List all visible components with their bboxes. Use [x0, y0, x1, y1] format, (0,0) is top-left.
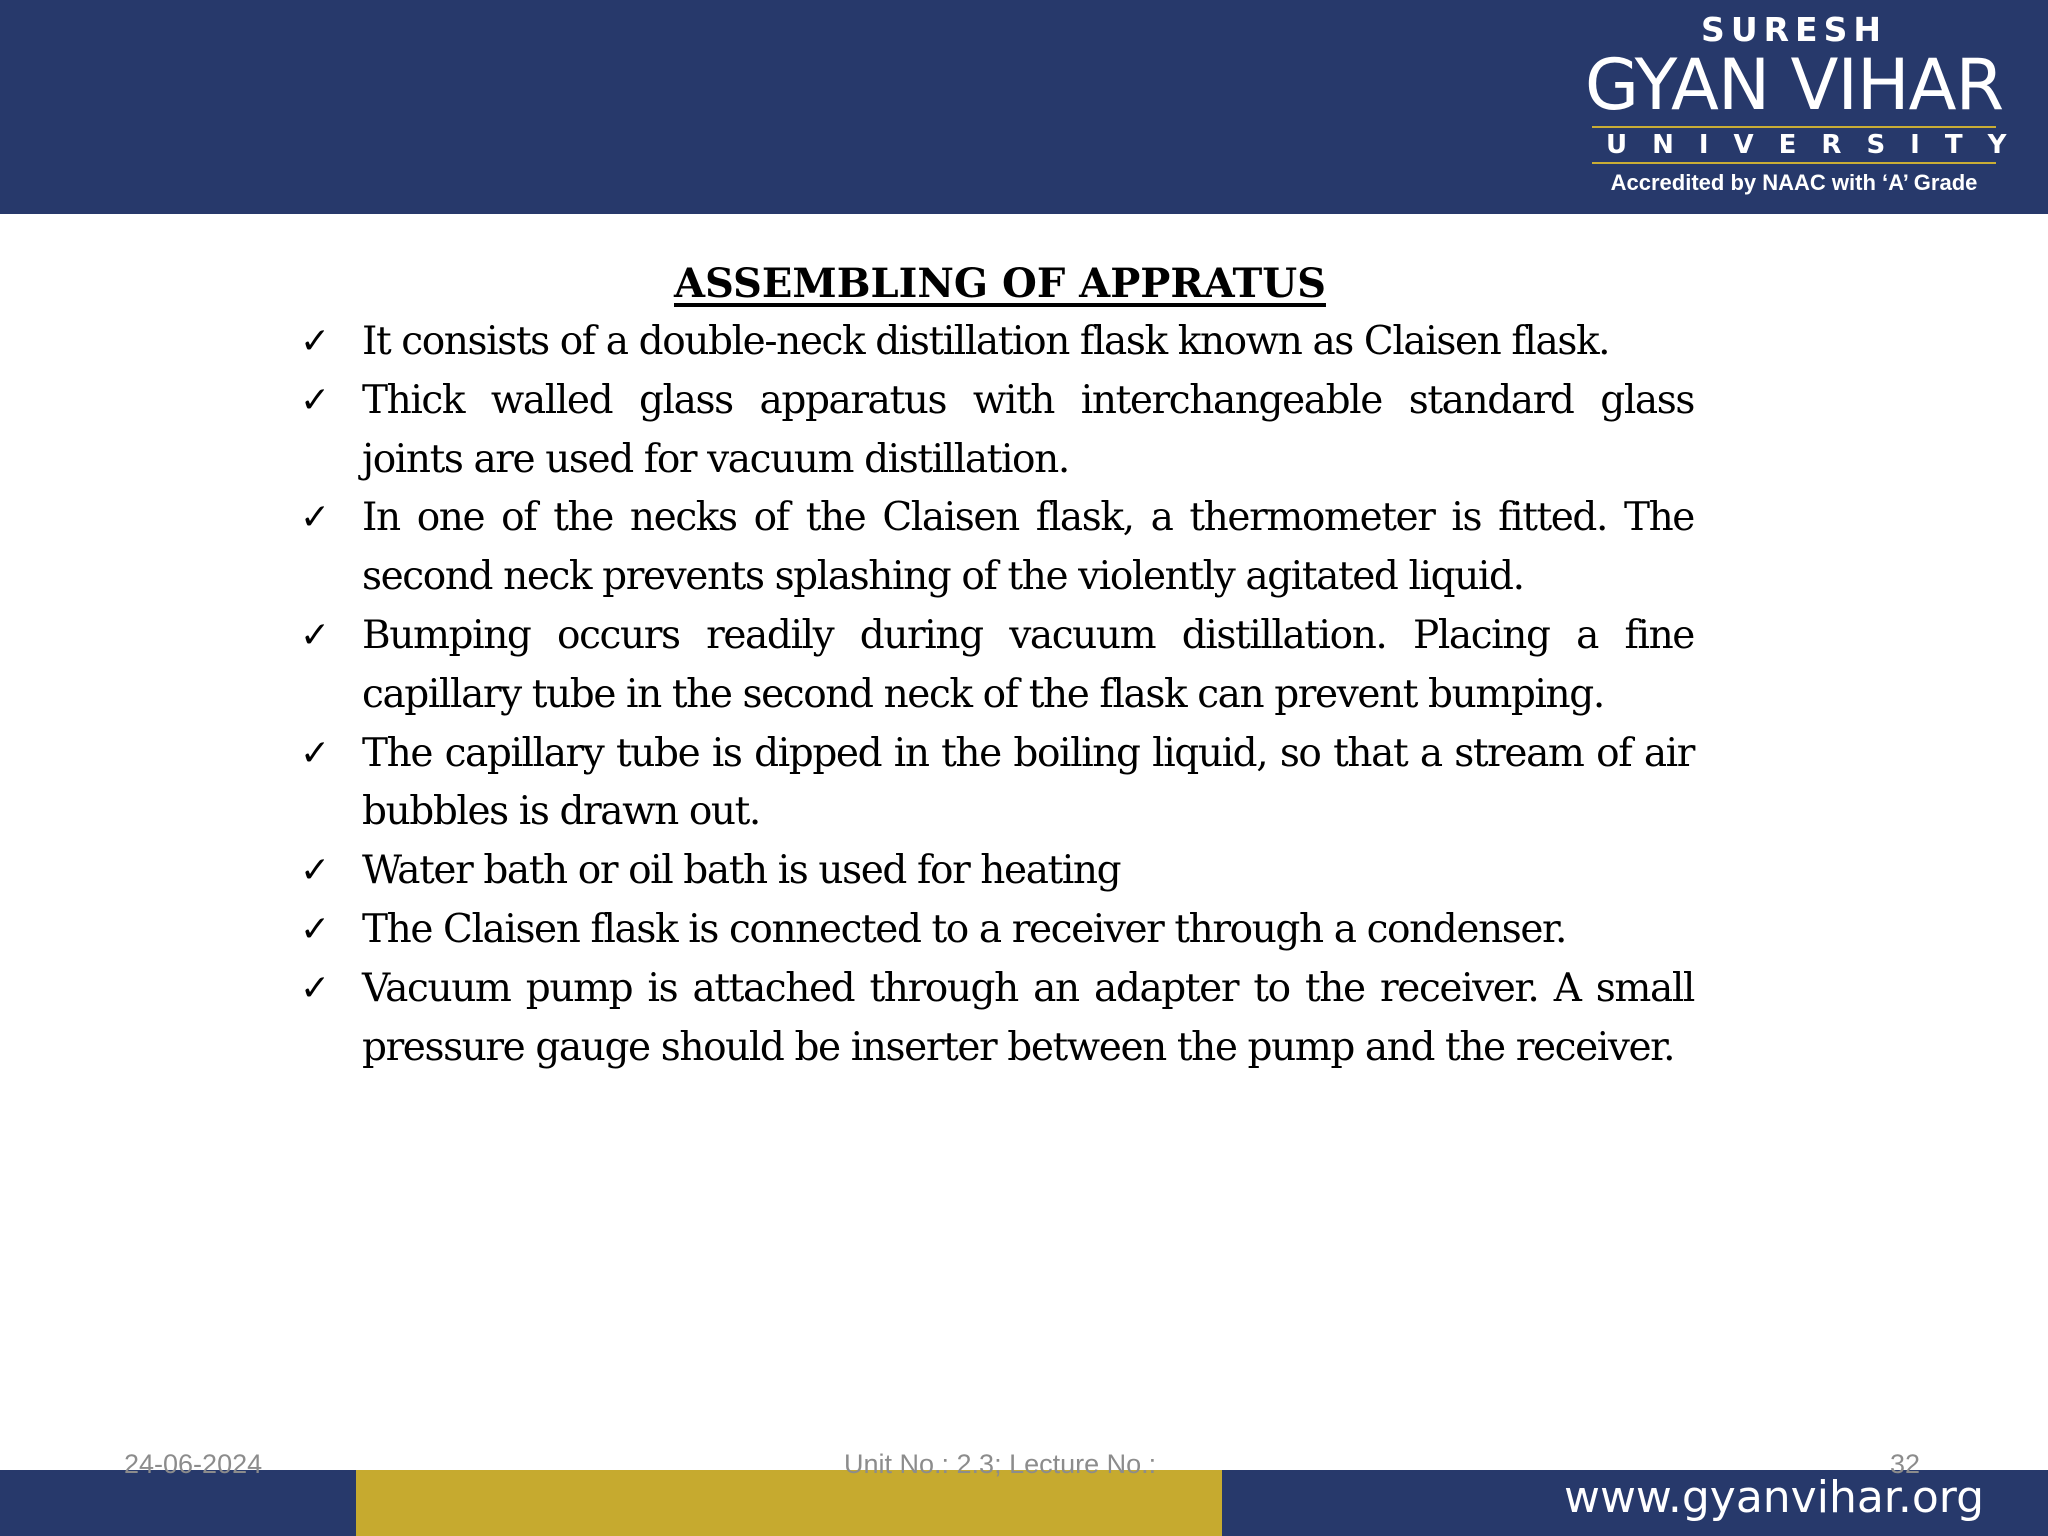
logo-rule-bottom	[1592, 162, 1996, 164]
university-logo	[1584, 10, 2032, 206]
bullet-text: Thick walled glass apparatus with interchangeable standard glass joints are used for vacuum distillation.	[362, 377, 1694, 482]
bullet-item	[300, 725, 1694, 843]
bullet-text: Vacuum pump is attached through an adapter to the receiver. A small pressure gauge should be inserter between the pump and the receiver.	[362, 965, 1694, 1070]
check-mark-icon: ✓	[300, 321, 329, 362]
logo-top-text: SURESH	[1701, 10, 1887, 49]
bullet-text: The capillary tube is dipped in the boiling liquid, so that a stream of air bubbles is drawn out.	[362, 730, 1694, 835]
footer-unit-lecture: Unit No.: 2.3; Lecture No.:	[844, 1449, 1157, 1479]
bullet-item	[300, 901, 1694, 960]
check-mark-icon: ✓	[300, 850, 329, 892]
bullet-text: In one of the necks of the Claisen flask, a thermometer is fitted. The second neck prevents splashing of the violently agitated liquid.	[362, 495, 1694, 600]
logo-university-text: UNIVERSITY	[1606, 130, 2032, 160]
bullet-text: The Claisen flask is connected to a receiver through a condenser.	[362, 906, 1567, 952]
bullet-text: It consists of a double-neck distillation flask known as Claisen flask.	[362, 319, 1610, 364]
check-mark-icon: ✓	[300, 967, 329, 1009]
slide-title: ASSEMBLING OF APPRATUS	[674, 260, 1326, 307]
bullet-text: Water bath or oil bath is used for heating	[362, 848, 1121, 894]
check-mark-icon: ✓	[300, 379, 329, 421]
check-mark-icon: ✓	[300, 497, 329, 539]
bullet-text: Bumping occurs readily during vacuum distillation. Placing a fine capillary tube in the second neck of the flask can prevent bumping.	[362, 612, 1694, 717]
bullet-list	[300, 313, 1694, 1077]
footer-page-number: 32	[1890, 1449, 1921, 1479]
footer-website-url: www.gyanvihar.org	[1563, 1472, 1984, 1523]
check-mark-icon: ✓	[300, 908, 329, 950]
bullet-item	[300, 372, 1694, 490]
footer-date: 24-06-2024	[124, 1449, 263, 1479]
check-mark-icon: ✓	[300, 732, 329, 774]
bullet-item	[300, 607, 1694, 725]
bullet-item	[300, 489, 1694, 607]
logo-main-text: GYAN VIHAR	[1584, 44, 2004, 126]
check-mark-icon: ✓	[300, 614, 329, 656]
bullet-item	[300, 313, 1694, 372]
bullet-item	[300, 842, 1694, 901]
bullet-item	[300, 960, 1694, 1078]
logo-accreditation-text: Accredited by NAAC with ‘A’ Grade	[1610, 170, 1978, 195]
